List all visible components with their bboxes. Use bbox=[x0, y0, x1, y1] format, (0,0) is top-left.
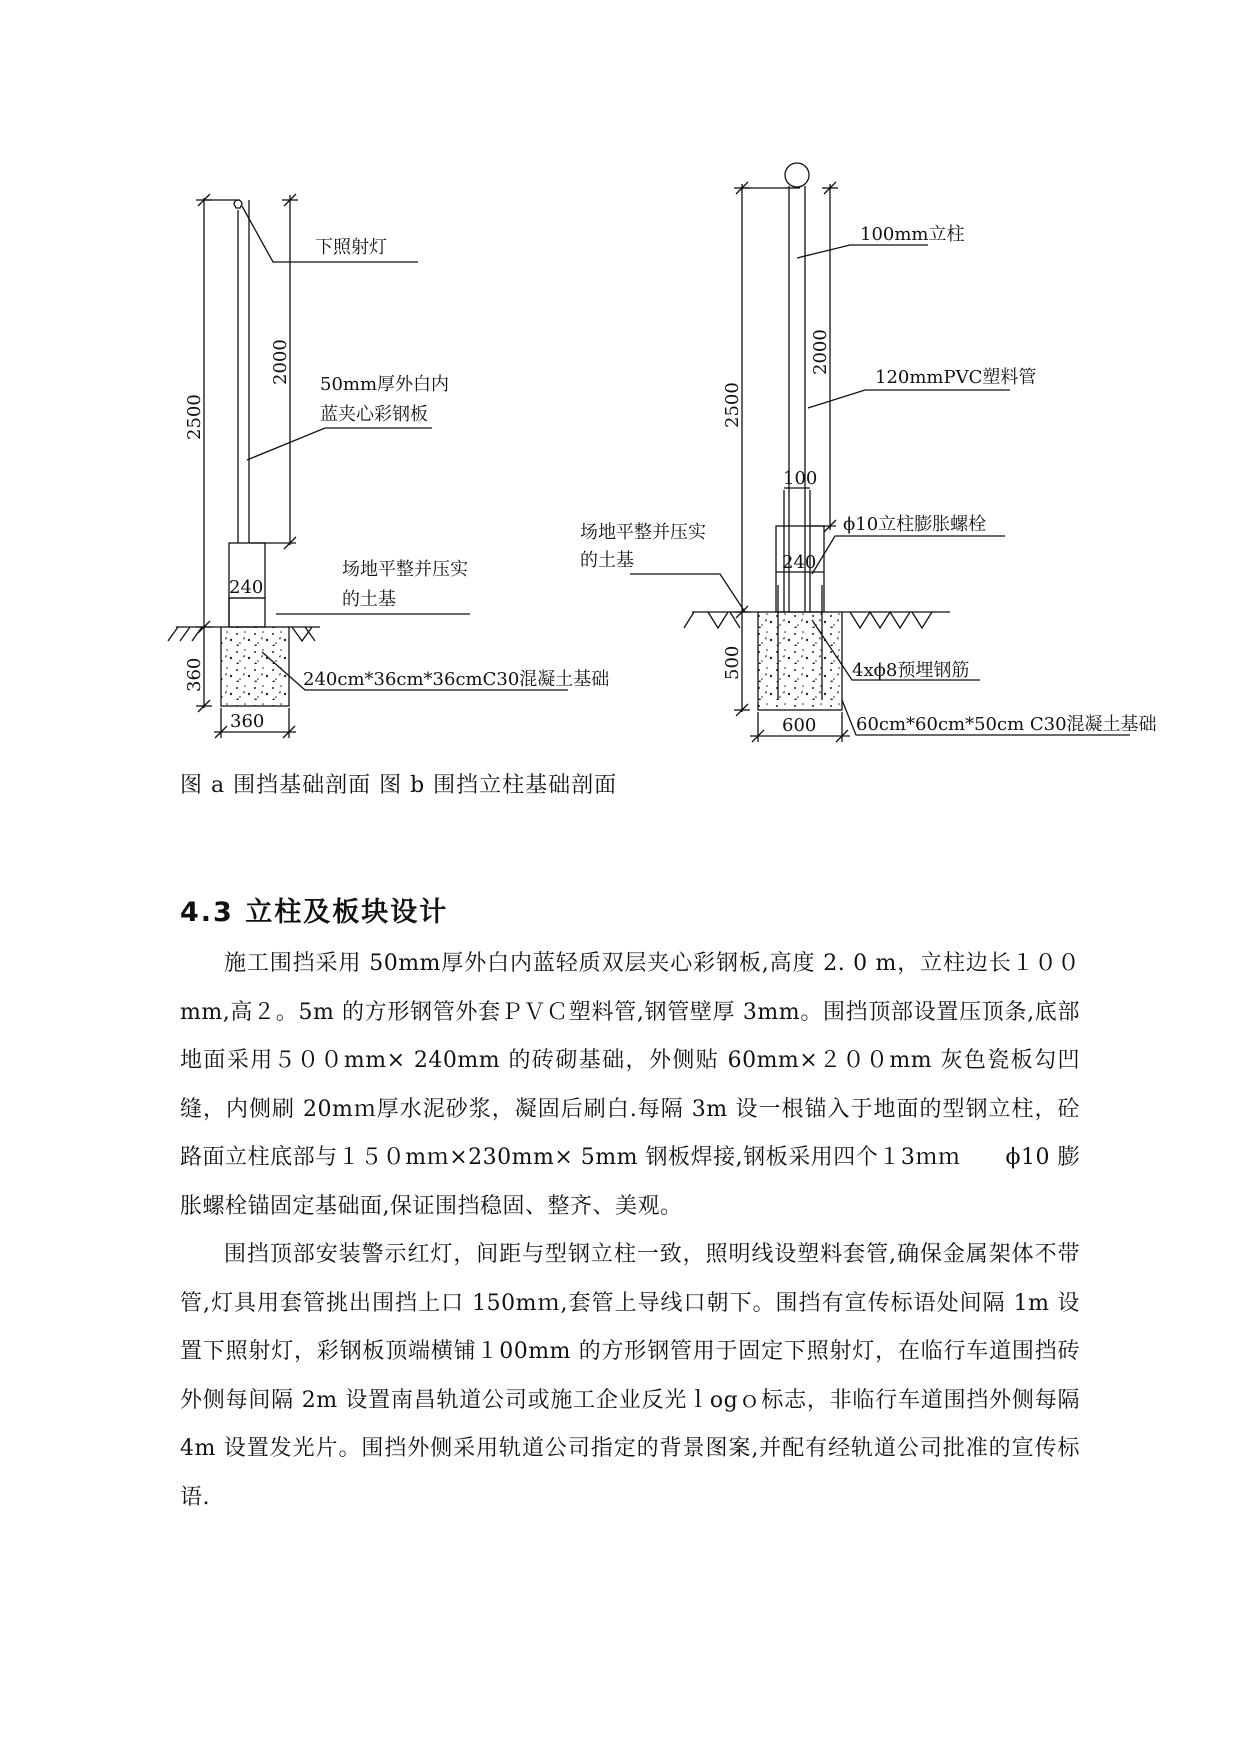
fig-a-panel-label-1: 50mm厚外白内 bbox=[320, 374, 450, 395]
fig-b-ground-label-1: 场地平整并压实 bbox=[580, 522, 706, 543]
fig-b-ground-label-2: 的土基 bbox=[580, 550, 634, 571]
fig-b-rebar-label: 4xϕ8预埋钢筋 bbox=[852, 660, 970, 681]
fig-a-dim-base: 240 bbox=[229, 577, 264, 598]
body-text bbox=[180, 940, 1080, 1522]
figure-caption: 图 a 围挡基础剖面 图 b 围挡立柱基础剖面 bbox=[180, 773, 618, 798]
fig-b-dim-total: 2500 bbox=[722, 382, 743, 428]
fig-b-dim-base: 240 bbox=[782, 552, 817, 573]
fig-a-dim-width: 360 bbox=[230, 711, 265, 732]
paragraph-1: 施工围挡采用 50mm厚外白内蓝轻质双层夹心彩钢板,高度 2. 0 m，立柱边长１００mm,高２。5m 的方形钢管外套ＰＶＣ塑料管,钢管壁厚 3mm。围挡顶部设置压顶条,底部地面采用５００mm× 240mm 的砖砌基础，外侧贴 60mm×２００mm 灰色瓷板勾凹缝，内侧刷 20mｍ厚水泥砂浆，凝固后刷白.每隔 3m 设一根锚入于地面的型钢立柱，砼路面立柱底部与１５０mｍ×230mm× 5mm 钢板焊接,钢板采用四个１3ｍｍ ϕ10 膨胀螺栓锚固定基础面,保证围挡稳固、整齐、美观。 bbox=[180, 951, 1080, 1219]
fig-b-column-label: 100mm立柱 bbox=[860, 224, 965, 245]
fig-b-dim-width: 600 bbox=[782, 715, 817, 736]
fig-a-foundation-label: 240cm*36cm*36cmC30混凝土基础 bbox=[303, 669, 610, 690]
fig-a-light-label: 下照射灯 bbox=[315, 237, 387, 258]
fig-b-bolt-label: ϕ10立柱膨胀螺栓 bbox=[843, 514, 987, 535]
fig-b-dim-depth: 500 bbox=[722, 645, 743, 680]
fig-a-dim-total: 2500 bbox=[184, 394, 205, 440]
section-title: 4.3 立柱及板块设计 bbox=[180, 897, 449, 928]
fig-a-dim-depth: 360 bbox=[184, 657, 205, 692]
fig-b-foundation-label: 60cm*60cm*50cm C30混凝土基础 bbox=[856, 714, 1157, 735]
fig-b-dim-column-width: 100 bbox=[783, 468, 818, 489]
figure-a bbox=[168, 194, 568, 738]
figures bbox=[0, 0, 1241, 760]
fig-a-panel-label-2: 蓝夹心彩钢板 bbox=[320, 404, 428, 425]
fig-b-pvc-label: 120mmPVC塑料管 bbox=[875, 367, 1037, 388]
figure-b bbox=[630, 163, 1130, 742]
fig-a-dim-panel: 2000 bbox=[270, 339, 291, 385]
fig-b-dim-column: 2000 bbox=[810, 329, 831, 375]
fig-a-ground-label-1: 场地平整并压实 bbox=[342, 559, 468, 580]
paragraph-2: 围挡顶部安装警示红灯，间距与型钢立柱一致，照明线设塑料套管,确保金属架体不带管,灯具用套管挑出围挡上口 150mｍ,套管上导线口朝下。围挡有宣传标语处间隔 1m 设置下照射灯，彩钢板顶端横铺１00mm 的方形钢管用于固定下照射灯，在临行车道围挡砖外侧每间隔 2m 设置南昌轨道公司或施工企业反光ｌogｏ标志，非临行车道围挡外侧每隔 4m 设置发光片。围挡外侧采用轨道公司指定的背景图案,并配有经轨道公司批准的宣传标语. bbox=[180, 1242, 1080, 1510]
fig-a-ground-label-2: 的土基 bbox=[342, 589, 396, 610]
